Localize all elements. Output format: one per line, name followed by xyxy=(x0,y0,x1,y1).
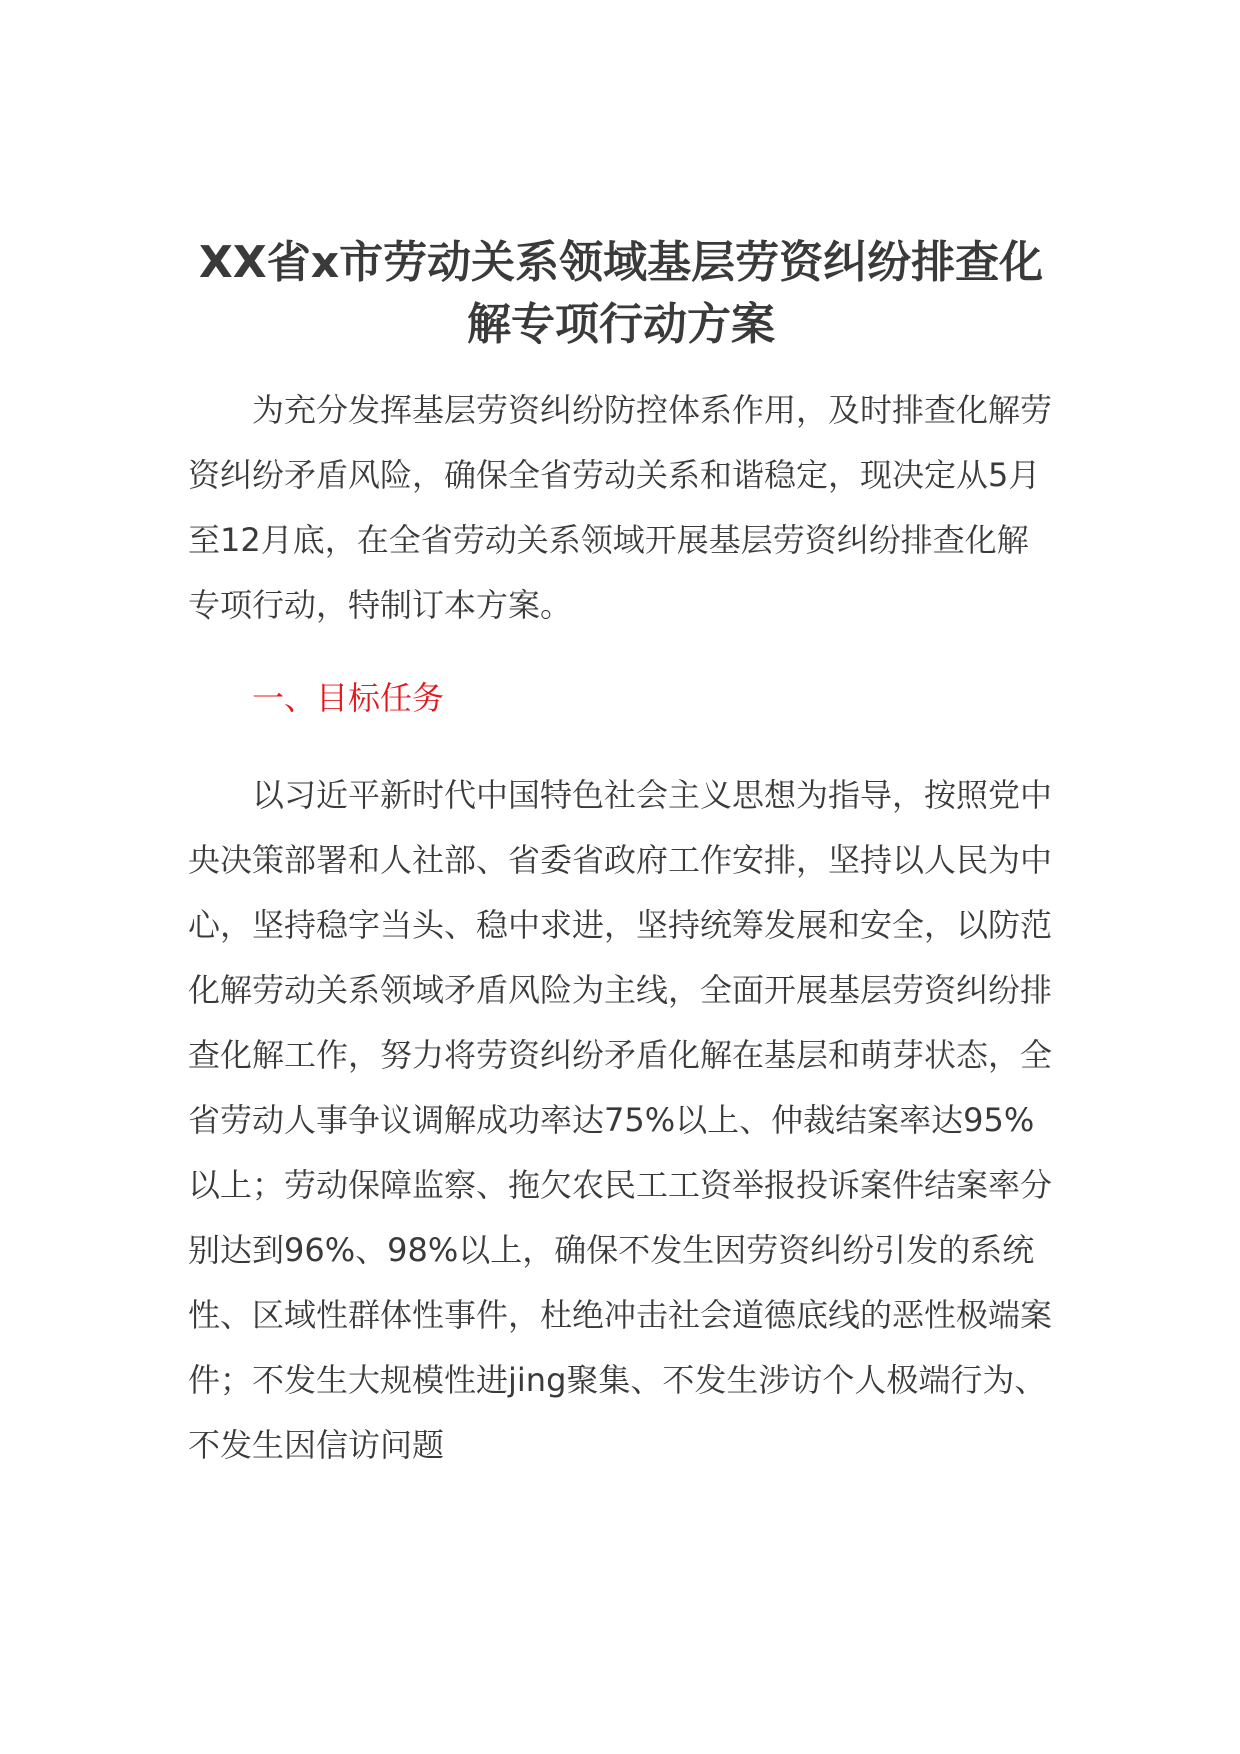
section-body-paragraph: 以习近平新时代中国特色社会主义思想为指导，按照党中央决策部署和人社部、省委省政府工作安排，坚持以人民为中心，坚持稳字当头、稳中求进，坚持统筹发展和安全，以防范化解劳动关系领域矛盾风险为主线，全面开展基层劳资纠纷排查化解工作，努力将劳资纠纷矛盾化解在基层和萌芽状态，全省劳动人事争议调解成功率达75%以上、仲裁结案率达95%以上；劳动保障监察、拖欠农民工工资举报投诉案件结案率分别达到96%、98%以上，确保不发生因劳资纠纷引发的系统性、区域性群体性事件，杜绝冲击社会道德底线的恶性极端案件；不发生大规模性进jing聚集、不发生涉访个人极端行为、不发生因信访问题 xyxy=(188,776,1053,1464)
document-content xyxy=(188,232,1054,1478)
intro-paragraph: 为充分发挥基层劳资纠纷防控体系作用，及时排查化解劳资纠纷矛盾风险，确保全省劳动关系和谐稳定，现决定从5月至12月底，在全省劳动关系领域开展基层劳资纠纷排查化解专项行动，特制订本方案。 xyxy=(188,391,1053,624)
document-title: XX省x市劳动关系领域基层劳资纠纷排查化解专项行动方案 xyxy=(198,237,1044,350)
section-heading-goals: 一、目标任务 xyxy=(252,679,445,717)
